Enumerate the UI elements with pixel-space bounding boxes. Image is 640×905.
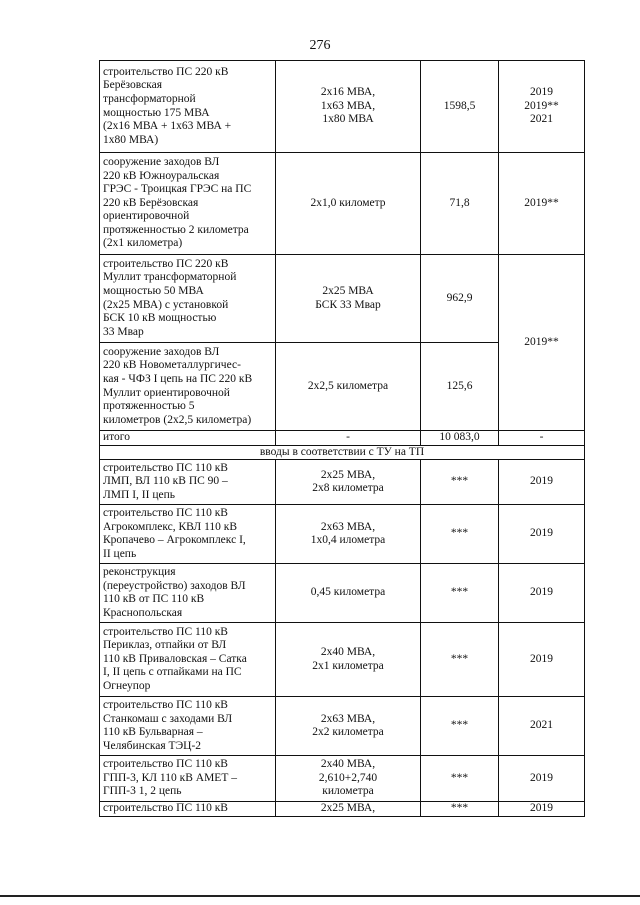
capacity-cell: 2х40 МВА, 2х1 километра	[276, 623, 421, 697]
year-cell: 2019 2019** 2021	[499, 61, 585, 153]
table-row	[100, 153, 585, 255]
year-cell: 2019**	[499, 255, 585, 431]
project-name-cell: строительство ПС 110 кВ Станкомаш с заходами ВЛ 110 кВ Бульварная – Челябинская ТЭЦ-2	[100, 697, 276, 756]
project-name-cell: строительство ПС 110 кВ ГПП-3, КЛ 110 кВ АМЕТ – ГПП-3 1, 2 цепь	[100, 756, 276, 802]
section-header-row	[100, 445, 585, 460]
investment-table	[99, 60, 585, 817]
year-cell: 2019	[499, 756, 585, 802]
cost-cell: ***	[421, 623, 499, 697]
table-row	[100, 697, 585, 756]
capacity-cell: 2х1,0 километр	[276, 153, 421, 255]
total-year: -	[499, 431, 585, 446]
table-row	[100, 802, 585, 817]
year-cell: 2021	[499, 697, 585, 756]
capacity-cell: 2х25 МВА БСК 33 Мвар	[276, 255, 421, 343]
page-number: 276	[309, 38, 331, 53]
total-cost: 10 083,0	[421, 431, 499, 446]
project-name-cell: сооружение заходов ВЛ 220 кВ Южноуральская ГРЭС - Троицкая ГРЭС на ПС 220 кВ Берёзовская ориентировочной протяженностью 2 километра (2х1 километра)	[100, 153, 276, 255]
cost-cell: ***	[421, 564, 499, 623]
cost-cell: 71,8	[421, 153, 499, 255]
page-bottom-rule	[0, 895, 640, 897]
project-name-cell: строительство ПС 110 кВ ЛМП, ВЛ 110 кВ ПС 90 – ЛМП I, II цепь	[100, 460, 276, 505]
capacity-cell: 2х63 МВА, 1х0,4 илометра	[276, 505, 421, 564]
table-row	[100, 564, 585, 623]
capacity-cell: 2х40 МВА, 2,610+2,740 километра	[276, 756, 421, 802]
year-cell: 2019	[499, 460, 585, 505]
capacity-cell: 2х63 МВА, 2х2 километра	[276, 697, 421, 756]
year-cell: 2019	[499, 564, 585, 623]
total-label: итого	[100, 431, 276, 446]
project-name-cell: строительство ПС 110 кВ	[100, 802, 276, 817]
table-row	[100, 505, 585, 564]
section-header: вводы в соответствии с ТУ на ТП	[100, 445, 585, 460]
capacity-cell: 2х25 МВА,	[276, 802, 421, 817]
project-name-cell: сооружение заходов ВЛ 220 кВ Новометаллургичес- кая - ЧФЗ I цепь на ПС 220 кВ Муллит ориентировочной протяженностью 5 километров (2х2,5 километра)	[100, 343, 276, 431]
cost-cell: ***	[421, 756, 499, 802]
cost-cell: 125,6	[421, 343, 499, 431]
project-name-cell: реконструкция (переустройство) заходов ВЛ 110 кВ от ПС 110 кВ Краснопольская	[100, 564, 276, 623]
capacity-cell: 2х16 МВА, 1х63 МВА, 1х80 МВА	[276, 61, 421, 153]
total-row	[100, 431, 585, 446]
table-row	[100, 255, 585, 343]
cost-cell: ***	[421, 505, 499, 564]
cost-cell: 1598,5	[421, 61, 499, 153]
capacity-cell: 0,45 километра	[276, 564, 421, 623]
year-cell: 2019**	[499, 153, 585, 255]
project-name-cell: строительство ПС 220 кВ Берёзовская трансформаторной мощностью 175 МВА (2х16 МВА + 1х63 МВА + 1х80 МВА)	[100, 61, 276, 153]
cost-cell: 962,9	[421, 255, 499, 343]
year-cell: 2019	[499, 623, 585, 697]
cost-cell: ***	[421, 460, 499, 505]
year-cell: 2019	[499, 802, 585, 817]
table-row	[100, 623, 585, 697]
capacity-cell: 2х25 МВА, 2х8 километра	[276, 460, 421, 505]
project-name-cell: строительство ПС 220 кВ Муллит трансформаторной мощностью 50 МВА (2х25 МВА) с установкой БСК 10 кВ мощностью 33 Мвар	[100, 255, 276, 343]
year-cell: 2019	[499, 505, 585, 564]
cost-cell: ***	[421, 802, 499, 817]
table-row	[100, 61, 585, 153]
cost-cell: ***	[421, 697, 499, 756]
table-row	[100, 460, 585, 505]
capacity-cell: 2х2,5 километра	[276, 343, 421, 431]
project-name-cell: строительство ПС 110 кВ Агрокомплекс, КВЛ 110 кВ Кропачево – Агрокомплекс I, II цепь	[100, 505, 276, 564]
project-name-cell: строительство ПС 110 кВ Периклаз, отпайки от ВЛ 110 кВ Приваловская – Сатка I, II цепь с отпайками на ПС Огнеупор	[100, 623, 276, 697]
total-capacity: -	[276, 431, 421, 446]
table-row	[100, 756, 585, 802]
